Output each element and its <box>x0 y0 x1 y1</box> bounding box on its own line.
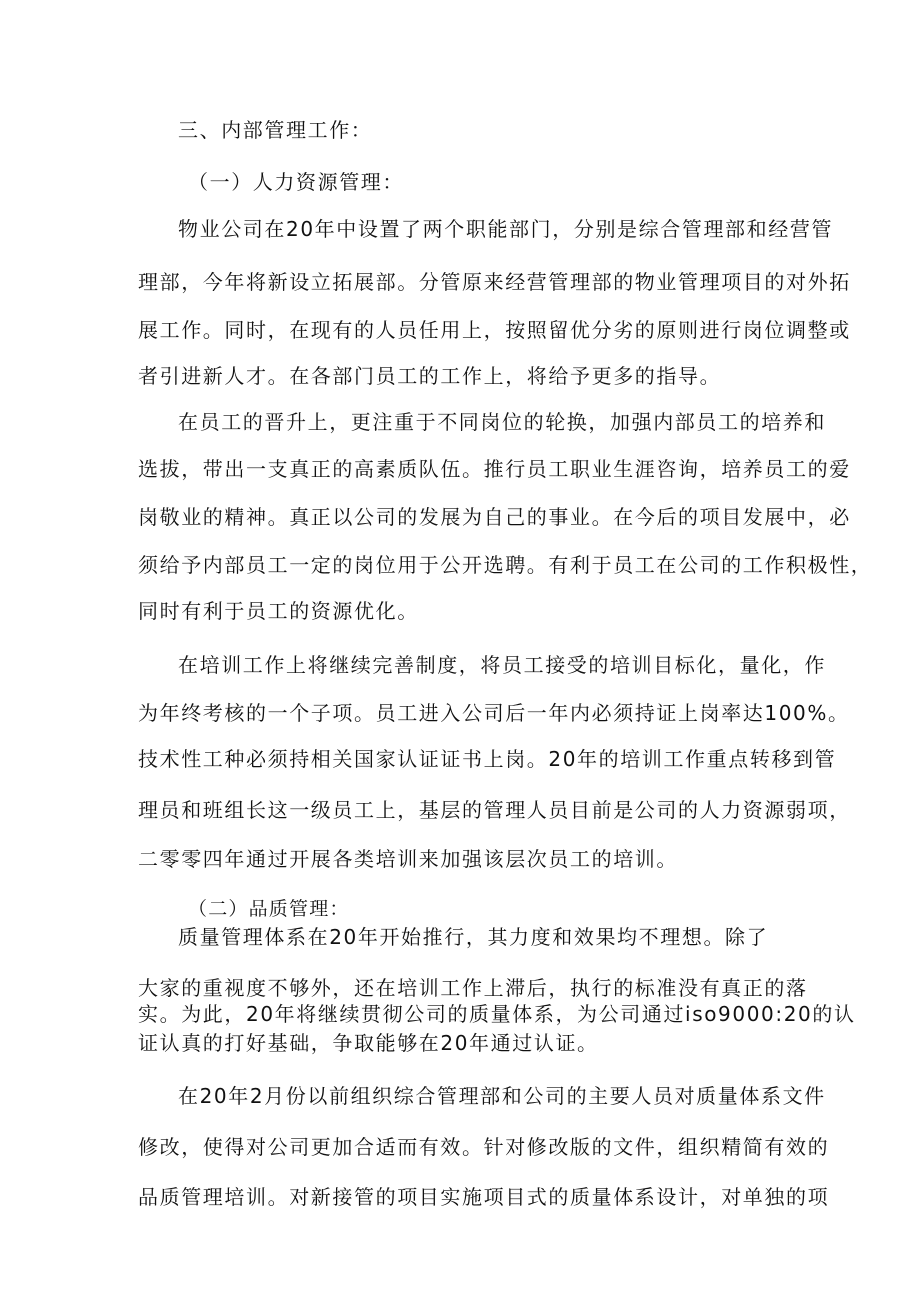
subsection-heading-quality: （二）品质管理： <box>188 898 350 920</box>
paragraph-line: 在员工的晋升上，更注重于不同岗位的轮换，加强内部员工的培养和 <box>178 410 826 434</box>
paragraph-line: 证认真的打好基础，争取能够在20年通过认证。 <box>138 1031 599 1055</box>
paragraph-line: 理员和班组长这一级员工上，基层的管理人员目前是公司的人力资源弱项， <box>138 798 851 822</box>
paragraph-line: 在20年2月份以前组织综合管理部和公司的主要人员对质量体系文件 <box>178 1084 826 1108</box>
paragraph-line: 为年终考核的一个子项。员工进入公司后一年内必须持证上岗率达100%。 <box>138 701 850 725</box>
paragraph-line: 修改，使得对公司更加合适而有效。针对修改版的文件，组织精简有效的 <box>138 1135 830 1159</box>
paragraph-line: 须给予内部员工一定的岗位用于公开选聘。有利于员工在公司的工作积极性， <box>138 553 873 577</box>
section-heading: 三、内部管理工作： <box>178 118 373 142</box>
paragraph-line: 物业公司在20年中设置了两个职能部门，分别是综合管理部和经营管 <box>178 217 834 241</box>
paragraph-line: 在培训工作上将继续完善制度，将员工接受的培训目标化，量化，作 <box>178 653 826 677</box>
paragraph-line: 质量管理体系在20年开始推行，其力度和效果均不理想。除了 <box>178 925 769 949</box>
paragraph-line: 展工作。同时，在现有的人员任用上，按照留优分劣的原则进行岗位调整或 <box>138 318 851 342</box>
paragraph-line: 品质管理培训。对新接管的项目实施项目式的质量体系设计，对单独的项 <box>138 1185 830 1209</box>
paragraph-line: 技术性工种必须持相关国家认证证书上岗。20年的培训工作重点转移到管 <box>138 747 837 771</box>
paragraph-line: 理部，今年将新设立拓展部。分管原来经营管理部的物业管理项目的对外拓 <box>138 270 851 294</box>
paragraph-line: 同时有利于员工的资源优化。 <box>138 599 419 623</box>
paragraph-line: 实。为此，20年将继续贯彻公司的质量体系，为公司通过iso9000:20的认 <box>138 1002 856 1026</box>
paragraph-line: 大家的重视度不够外，还在培训工作上滞后，执行的标准没有真正的落 <box>138 976 808 1000</box>
paragraph-line: 岗敬业的精神。真正以公司的发展为自己的事业。在今后的项目发展中，必 <box>138 505 851 529</box>
paragraph-line: 二零零四年通过开展各类培训来加强该层次员工的培训。 <box>138 847 678 871</box>
paragraph-line: 选拔，带出一支真正的高素质队伍。推行员工职业生涯咨询，培养员工的爱 <box>138 457 851 481</box>
paragraph-line: 者引进新人才。在各部门员工的工作上，将给予更多的指导。 <box>138 364 722 388</box>
subsection-heading-hr: （一）人力资源管理： <box>188 170 404 194</box>
